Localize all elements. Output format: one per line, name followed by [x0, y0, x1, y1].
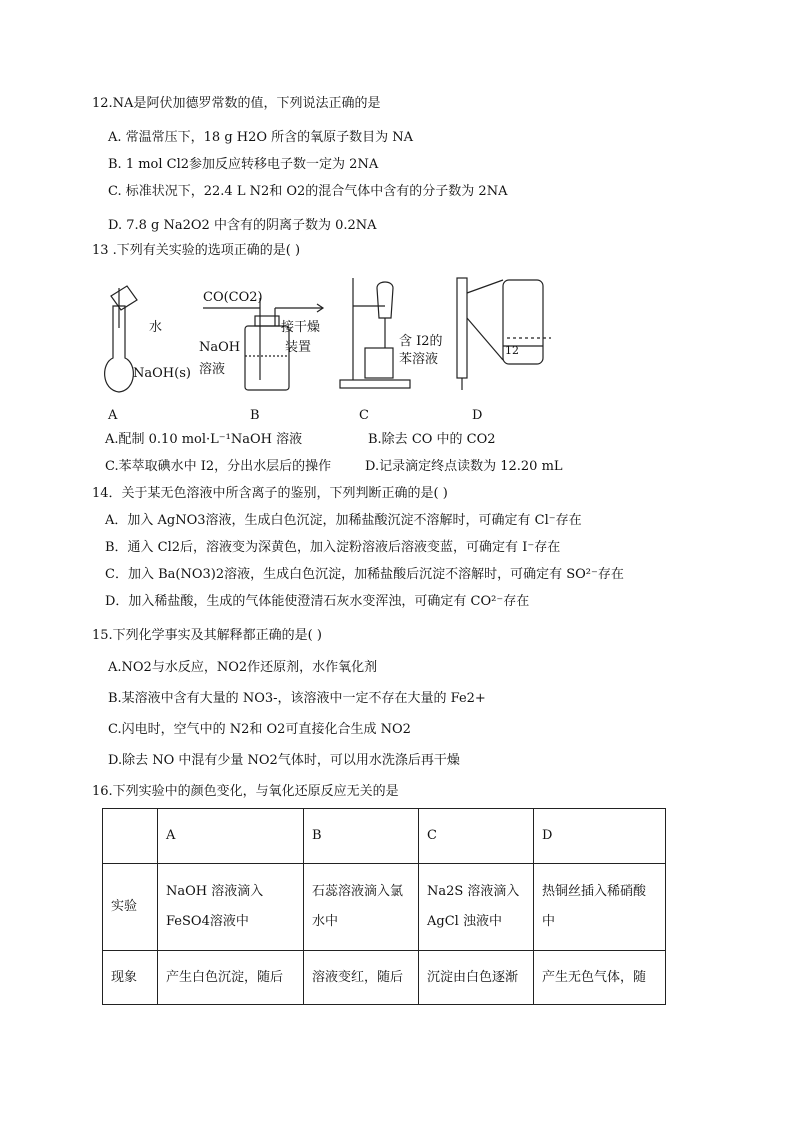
table-header-d: D — [534, 809, 666, 864]
q13-option-c-text: C.苯萃取碘水中 I2，分出水层后的操作 — [105, 459, 332, 474]
q14-option-b-text: B．通入 Cl2后，溶液变为深黄色，加入淀粉溶液后溶液变蓝，可确定有 I⁻存在 — [105, 540, 561, 555]
experiment-d-line2: 中 — [542, 914, 556, 929]
table-header-b: B — [304, 809, 419, 864]
q13-option-d-text: D.记录滴定终点读数为 12.20 mL — [365, 459, 563, 474]
experiment-c-line1: Na2S 溶液滴入 — [427, 884, 520, 899]
label-i2-1: 含 I2的 — [399, 334, 443, 349]
experiment-b-line2: 水中 — [312, 914, 339, 929]
q15-option-a — [108, 660, 377, 676]
experiment-label: 实验 — [103, 864, 158, 951]
experiment-d-line1: 热铜丝插入稀硝酸 — [542, 884, 647, 899]
q12-option-d-text: D. 7.8 g Na2O2 中含有的阴离子数为 0.2NA — [108, 218, 377, 233]
label-to-dryer-2: 装置 — [285, 340, 312, 355]
experiment-a — [158, 864, 304, 951]
q16-table — [102, 808, 666, 1005]
label-i2-2: 苯溶液 — [399, 352, 439, 367]
q12-stem-text: 12.NA是阿伏加德罗常数的值，下列说法正确的是 — [92, 96, 381, 111]
q15-option-b — [108, 691, 486, 707]
q13-label-a-text: A — [108, 408, 118, 423]
q15-stem-text: 15.下列化学事实及其解释都正确的是( ) — [92, 628, 322, 643]
q14-option-a — [105, 513, 582, 529]
q13-label-b-text: B — [250, 408, 260, 423]
phenomenon-label: 现象 — [103, 951, 158, 1005]
experiment-a-line1: NaOH 溶液滴入 — [166, 884, 264, 899]
q14-stem — [92, 486, 448, 502]
q13-option-a-text: A.配制 0.10 mol·L⁻¹NaOH 溶液 — [105, 432, 303, 447]
q15-option-d — [108, 753, 460, 769]
label-co-co2: CO(CO2) — [203, 290, 263, 305]
q13-option-d — [365, 459, 563, 475]
phenomenon-d: 产生无色气体，随 — [534, 951, 666, 1005]
apparatus-drawing — [95, 268, 555, 408]
q12-option-a — [108, 130, 413, 146]
q13-option-b — [368, 432, 496, 448]
q12-option-c-text: C. 标准状况下，22.4 L N2和 O2的混合气体中含有的分子数为 2NA — [108, 184, 508, 199]
q13-apparatus-figure — [95, 268, 555, 408]
label-buret-reading: 12 — [505, 344, 519, 357]
q13-label-c — [359, 408, 369, 424]
q13-label-a — [108, 408, 117, 424]
q12-option-d — [108, 218, 377, 234]
experiment-b — [304, 864, 419, 951]
phenomenon-a: 产生白色沉淀，随后 — [158, 951, 304, 1005]
q14-stem-text: 14．关于某无色溶液中所含离子的鉴别，下列判断正确的是( ) — [92, 486, 448, 501]
table-row-header — [103, 809, 666, 864]
q16-stem — [92, 784, 399, 800]
q13-stem-text: 13 .下列有关实验的选项正确的是( ) — [92, 243, 301, 258]
q14-option-d-text: D．加入稀盐酸，生成的气体能使澄清石灰水变浑浊，可确定有 CO²⁻存在 — [105, 594, 530, 609]
table-header-a: A — [158, 809, 304, 864]
q15-option-c-text: C.闪电时，空气中的 N2和 O2可直接化合生成 NO2 — [108, 722, 411, 737]
q13-stem — [92, 243, 300, 259]
q13-option-a — [105, 432, 302, 448]
q13-option-b-text: B.除去 CO 中的 CO2 — [368, 432, 496, 447]
q15-option-c — [108, 722, 411, 738]
label-naoh-solution-2: 溶液 — [199, 362, 226, 377]
label-naoh-solution-1: NaOH — [199, 340, 241, 355]
table-row-phenomenon — [103, 951, 666, 1005]
label-to-dryer-1: 接干燥 — [281, 320, 321, 335]
table-header-c: C — [419, 809, 534, 864]
q12-option-b-text: B. 1 mol Cl2参加反应转移电子数一定为 2NA — [108, 157, 379, 172]
q16-stem-text: 16.下列实验中的颜色变化，与氧化还原反应无关的是 — [92, 784, 399, 799]
q13-label-b — [250, 408, 260, 424]
label-water: 水 — [149, 320, 163, 335]
experiment-a-line2: FeSO4溶液中 — [166, 914, 249, 929]
q13-option-c — [105, 459, 331, 475]
q12-option-c — [108, 184, 507, 200]
q13-label-c-text: C — [359, 408, 369, 423]
q15-option-b-text: B.某溶液中含有大量的 NO3-，该溶液中一定不存在大量的 Fe2+ — [108, 691, 486, 706]
q12-stem — [92, 96, 380, 112]
q15-option-a-text: A.NO2与水反应，NO2作还原剂，水作氧化剂 — [108, 660, 378, 675]
experiment-b-line1: 石蕊溶液滴入氯 — [312, 884, 404, 899]
table-row-experiment — [103, 864, 666, 951]
phenomenon-b: 溶液变红，随后 — [304, 951, 419, 1005]
q14-option-a-text: A．加入 AgNO3溶液，生成白色沉淀，加稀盐酸沉淀不溶解时，可确定有 Cl⁻存在 — [105, 513, 582, 528]
q13-label-d-text: D — [472, 408, 483, 423]
experiment-c — [419, 864, 534, 951]
table-header-corner — [103, 809, 158, 864]
label-naoh-solid: NaOH(s) — [133, 366, 191, 381]
q15-option-d-text: D.除去 NO 中混有少量 NO2气体时，可以用水洗涤后再干燥 — [108, 753, 460, 768]
q14-option-c — [105, 567, 624, 583]
q14-option-b — [105, 540, 560, 556]
phenomenon-c: 沉淀由白色逐渐 — [419, 951, 534, 1005]
experiment-c-line2: AgCl 浊液中 — [427, 914, 502, 929]
q15-stem — [92, 628, 322, 644]
q14-option-d — [105, 594, 529, 610]
q12-option-b — [108, 157, 378, 173]
q14-option-c-text: C．加入 Ba(NO3)2溶液，生成白色沉淀，加稀盐酸后沉淀不溶解时，可确定有 SO²⁻存在 — [105, 567, 624, 582]
q13-label-d — [472, 408, 482, 424]
experiment-d — [534, 864, 666, 951]
q12-option-a-text: A. 常温常压下，18 g H2O 所含的氧原子数目为 NA — [108, 130, 414, 145]
